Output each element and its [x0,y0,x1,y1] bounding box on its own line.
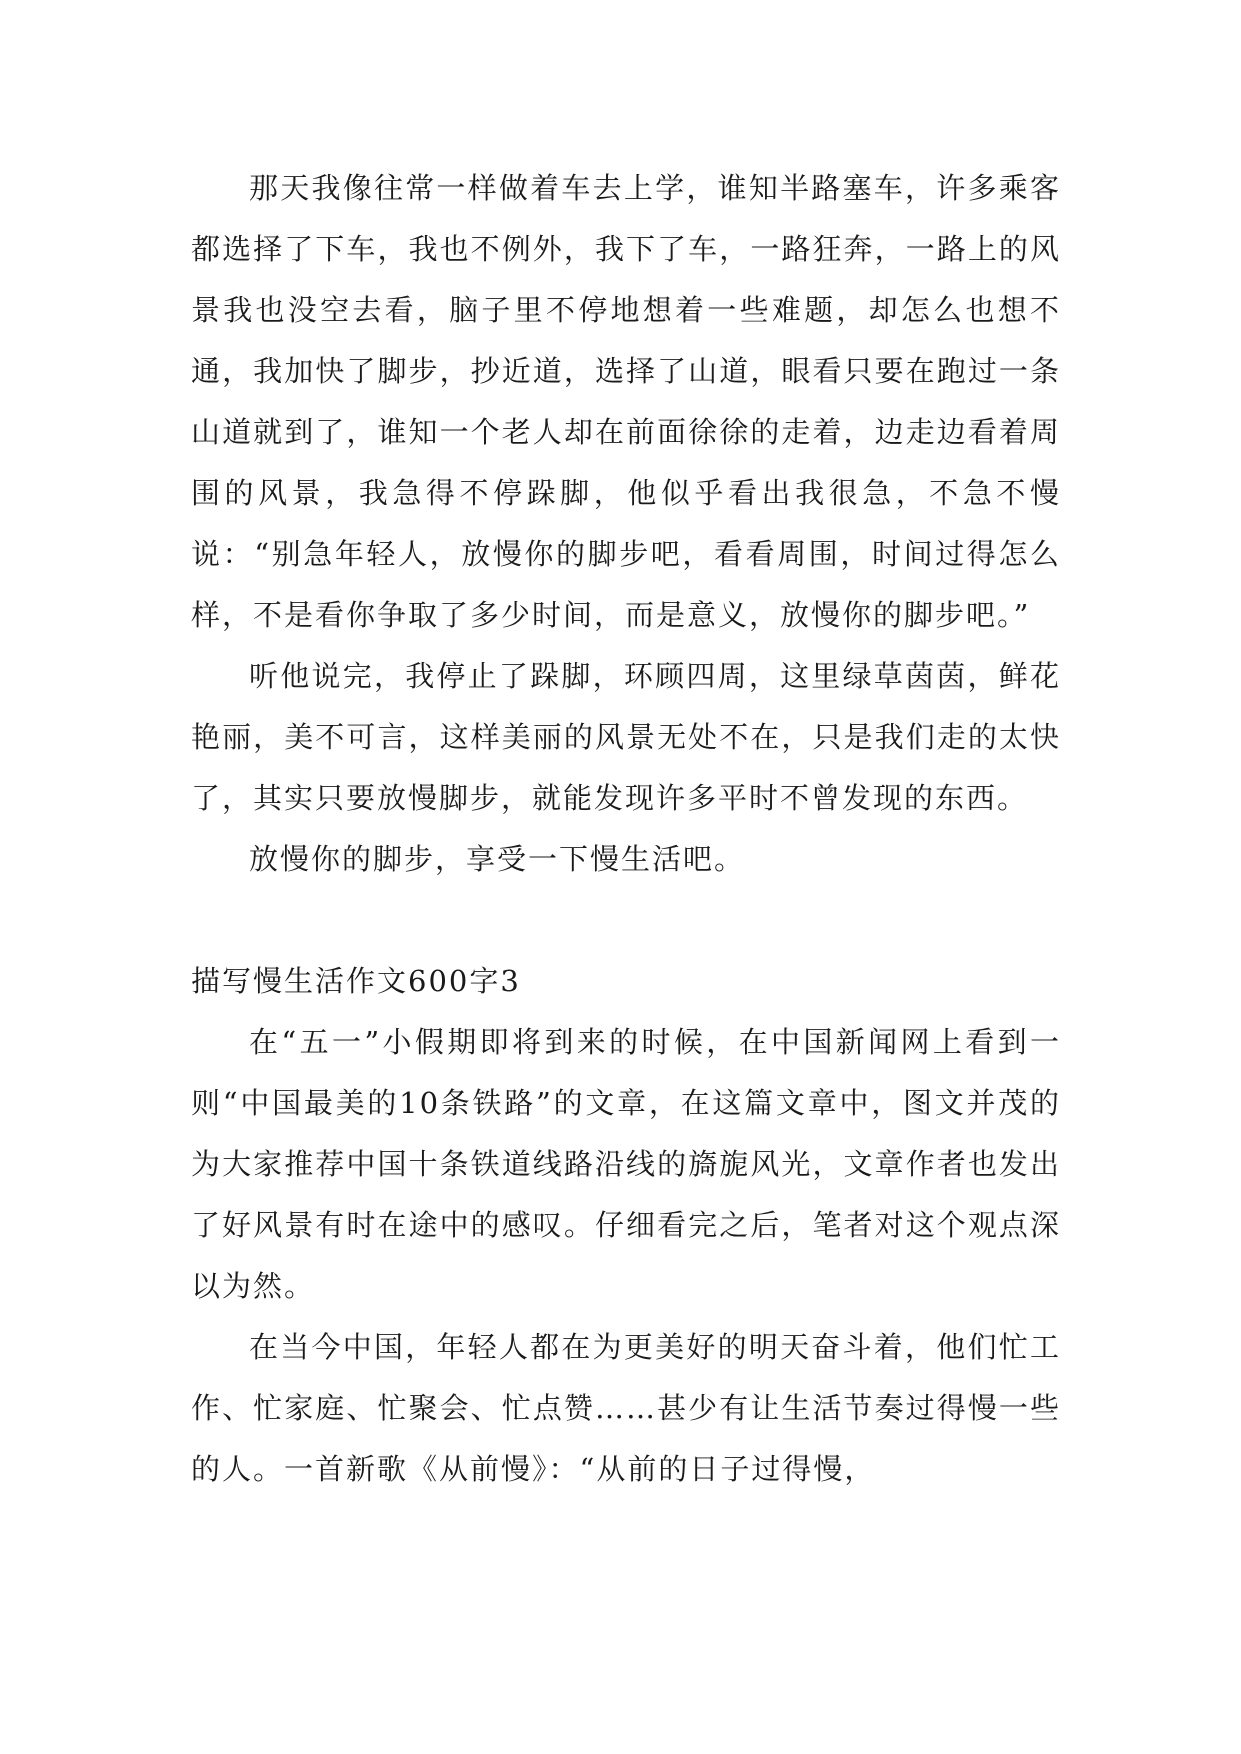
paragraph: 在“五一”小假期即将到来的时候，在中国新闻网上看到一则“中国最美的10条铁路”的文章，在这篇文章中，图文并茂的为大家推荐中国十条铁道线路沿线的旖旎风光，文章作者也发出了好风景有时在途中的感叹。仔细看完之后，笔者对这个观点深以为然。 [191,1025,1061,1303]
document-page [191,158,1061,1500]
paragraph: 那天我像往常一样做着车去上学，谁知半路塞车，许多乘客都选择了下车，我也不例外，我下了车，一路狂奔，一路上的风景我也没空去看，脑子里不停地想着一些难题，却怎么也想不通，我加快了脚步，抄近道，选择了山道，眼看只要在跑过一条山道就到了，谁知一个老人却在前面徐徐的走着，边走边看着周围的风景，我急得不停跺脚，他似乎看出我很急，不急不慢说：“别急年轻人，放慢你的脚步吧，看看周围，时间过得怎么样，不是看你争取了多少时间，而是意义，放慢你的脚步吧。” [191,171,1061,632]
section-heading: 描写慢生活作文600字3 [191,964,521,998]
paragraph: 在当今中国，年轻人都在为更美好的明天奋斗着，他们忙工作、忙家庭、忙聚会、忙点赞……甚少有让生活节奏过得慢一些的人。一首新歌《从前慢》：“从前的日子过得慢， [191,1330,1061,1486]
paragraph: 放慢你的脚步，享受一下慢生活吧。 [249,842,746,876]
paragraph: 听他说完，我停止了跺脚，环顾四周，这里绿草茵茵，鲜花艳丽，美不可言，这样美丽的风景无处不在，只是我们走的太快了，其实只要放慢脚步，就能发现许多平时不曾发现的东西。 [191,659,1061,815]
